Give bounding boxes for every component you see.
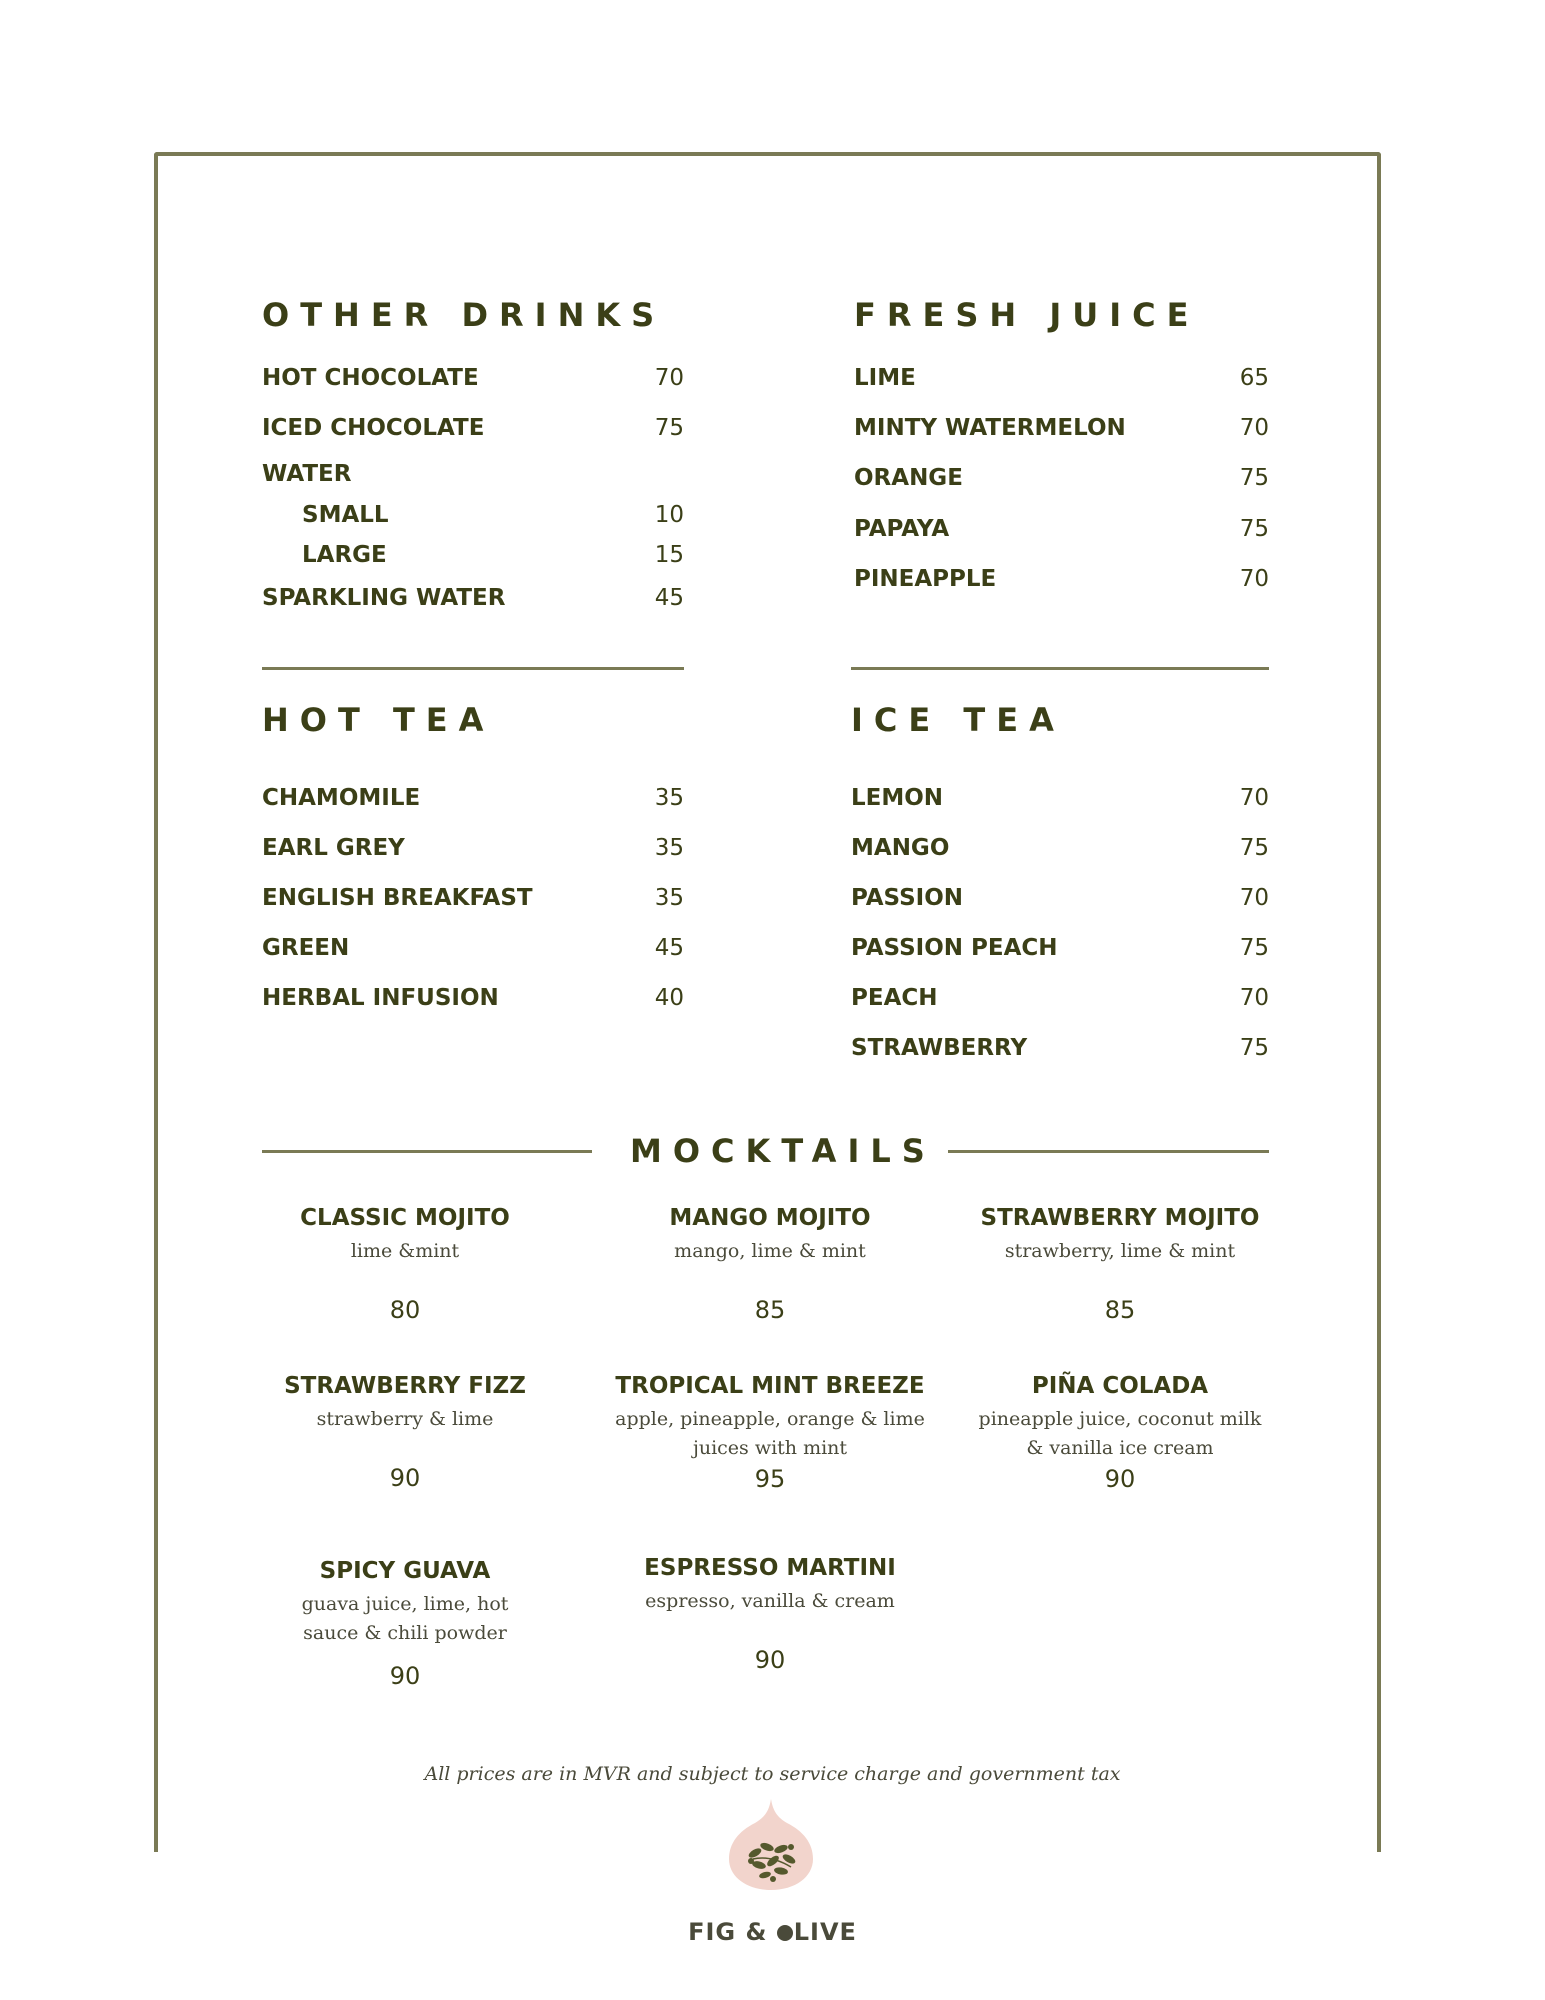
mocktail-item xyxy=(955,1373,1285,1493)
item-price: 75 xyxy=(1239,465,1269,491)
item-price: 75 xyxy=(1239,516,1269,542)
mocktail-item xyxy=(605,1205,935,1324)
section-title-mocktails: MOCKTAILS xyxy=(630,1132,936,1170)
item-price: 35 xyxy=(654,885,684,911)
mocktail-price: 90 xyxy=(389,1662,421,1690)
item-name: MANGO xyxy=(851,835,950,861)
item-name: HERBAL INFUSION xyxy=(262,985,499,1011)
item-name: LARGE xyxy=(302,542,387,568)
item-price: 65 xyxy=(1239,365,1269,391)
mocktail-item xyxy=(240,1205,570,1324)
menu-item xyxy=(262,985,684,1019)
menu-item xyxy=(851,835,1269,869)
menu-item xyxy=(262,835,684,869)
menu-item xyxy=(851,935,1269,969)
item-price: 75 xyxy=(1239,1035,1269,1061)
divider xyxy=(851,667,1269,670)
menu-item xyxy=(851,785,1269,819)
item-name: PEACH xyxy=(851,985,938,1011)
mocktail-name: TROPICAL MINT BREEZE xyxy=(615,1373,925,1399)
item-price: 75 xyxy=(1239,935,1269,961)
olive-o-icon xyxy=(777,1925,793,1941)
item-name: PAPAYA xyxy=(854,516,950,542)
menu-item xyxy=(262,935,684,969)
section-title-fresh-juice: FRESH JUICE xyxy=(854,296,1200,334)
item-price: 75 xyxy=(654,415,684,441)
item-price: 70 xyxy=(1239,885,1269,911)
mocktail-item xyxy=(240,1373,570,1492)
menu-item xyxy=(854,415,1269,449)
section-title-ice-tea: ICE TEA xyxy=(851,701,1065,739)
menu-item xyxy=(851,985,1269,1019)
item-name: HOT CHOCOLATE xyxy=(262,365,479,391)
mocktail-name: MANGO MOJITO xyxy=(669,1205,871,1231)
mocktail-description: strawberry, lime & mint xyxy=(1004,1240,1236,1262)
brand-part-2: LIVE xyxy=(793,1918,857,1946)
item-price: 45 xyxy=(654,585,684,611)
item-name: GREEN xyxy=(262,935,350,961)
item-price: 45 xyxy=(654,935,684,961)
mocktail-name: STRAWBERRY MOJITO xyxy=(980,1205,1260,1231)
menu-item xyxy=(262,415,684,449)
item-price: 70 xyxy=(1239,785,1269,811)
item-name: SPARKLING WATER xyxy=(262,585,506,611)
mocktail-price: 90 xyxy=(1104,1465,1136,1493)
menu-item xyxy=(262,502,684,536)
menu-item xyxy=(262,542,684,576)
item-price: 15 xyxy=(654,542,684,568)
menu-item xyxy=(262,785,684,819)
mocktail-price: 85 xyxy=(1104,1296,1136,1324)
mocktail-name: STRAWBERRY FIZZ xyxy=(284,1373,526,1399)
mocktail-description: lime &mint xyxy=(350,1240,460,1262)
mocktail-name: PIÑA COLADA xyxy=(1031,1373,1209,1399)
item-name: PINEAPPLE xyxy=(854,566,997,592)
mocktail-item xyxy=(605,1555,935,1674)
mocktail-description: guava juice, lime, hot sauce & chili powder xyxy=(301,1593,509,1644)
mocktail-name: SPICY GUAVA xyxy=(319,1558,491,1584)
item-price: 70 xyxy=(1239,985,1269,1011)
item-name: ICED CHOCOLATE xyxy=(262,415,485,441)
menu-item xyxy=(854,465,1269,499)
item-name: SMALL xyxy=(302,502,389,528)
menu-item xyxy=(262,461,684,495)
menu-item xyxy=(262,585,684,619)
menu-item xyxy=(854,365,1269,399)
section-title-other-drinks: OTHER DRINKS xyxy=(262,296,666,334)
item-name: STRAWBERRY xyxy=(851,1035,1028,1061)
item-name: LEMON xyxy=(851,785,944,811)
menu-item xyxy=(262,885,684,919)
mocktail-description: mango, lime & mint xyxy=(674,1240,866,1262)
mocktail-description: strawberry & lime xyxy=(316,1408,494,1430)
menu-item xyxy=(851,885,1269,919)
section-title-hot-tea: HOT TEA xyxy=(262,701,495,739)
menu-item xyxy=(854,516,1269,550)
menu-item xyxy=(851,1035,1269,1069)
mocktail-item xyxy=(605,1373,935,1493)
mocktail-price: 95 xyxy=(754,1465,786,1493)
mocktail-price: 80 xyxy=(389,1296,421,1324)
divider xyxy=(262,1150,592,1153)
item-name: PASSION PEACH xyxy=(851,935,1058,961)
item-name: MINTY WATERMELON xyxy=(854,415,1126,441)
item-name: CHAMOMILE xyxy=(262,785,421,811)
item-price: 70 xyxy=(654,365,684,391)
item-price: 10 xyxy=(654,502,684,528)
item-name: ENGLISH BREAKFAST xyxy=(262,885,533,911)
menu-item xyxy=(854,566,1269,600)
mocktail-name: CLASSIC MOJITO xyxy=(300,1205,510,1231)
item-price: 40 xyxy=(654,985,684,1011)
mocktail-item xyxy=(240,1558,570,1690)
item-price: 70 xyxy=(1239,566,1269,592)
mocktail-description: pineapple juice, coconut milk & vanilla ice cream xyxy=(978,1408,1262,1459)
item-price: 35 xyxy=(654,835,684,861)
item-price: 35 xyxy=(654,785,684,811)
mocktail-price: 85 xyxy=(754,1296,786,1324)
item-name: PASSION xyxy=(851,885,964,911)
item-name: EARL GREY xyxy=(262,835,405,861)
item-name: ORANGE xyxy=(854,465,963,491)
mocktail-description: apple, pineapple, orange & lime juices with mint xyxy=(615,1408,925,1459)
item-name: WATER xyxy=(262,461,352,487)
menu-item xyxy=(262,365,684,399)
divider xyxy=(948,1150,1269,1153)
mocktail-description: espresso, vanilla & cream xyxy=(645,1590,895,1612)
fig-logo-icon xyxy=(725,1797,817,1892)
price-footnote: All prices are in MVR and subject to service charge and government tax xyxy=(424,1763,1121,1785)
divider xyxy=(262,667,684,670)
mocktail-price: 90 xyxy=(754,1646,786,1674)
item-name: LIME xyxy=(854,365,916,391)
item-price: 70 xyxy=(1239,415,1269,441)
mocktail-item xyxy=(955,1205,1285,1324)
item-price: 75 xyxy=(1239,835,1269,861)
mocktail-name: ESPRESSO MARTINI xyxy=(644,1555,896,1581)
brand-part-1: FIG & xyxy=(688,1918,777,1946)
brand-name xyxy=(0,1918,1545,1946)
mocktail-price: 90 xyxy=(389,1464,421,1492)
